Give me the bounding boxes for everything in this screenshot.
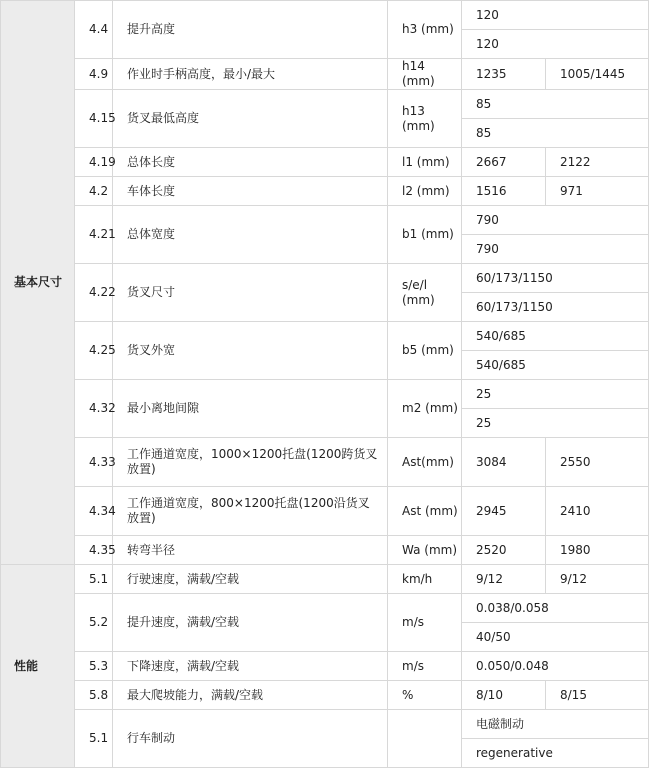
- item-unit: s/e/l (mm): [388, 264, 462, 322]
- item-number: 4.25: [75, 322, 113, 380]
- item-unit: m/s: [388, 594, 462, 652]
- spec-row: [1, 90, 649, 119]
- item-name: 工作通道宽度，800×1200托盘(1200沿货叉放置): [113, 487, 388, 536]
- item-unit: l1 (mm): [388, 148, 462, 177]
- value-cell: 25: [462, 409, 649, 438]
- value-cell: 790: [462, 235, 649, 264]
- item-number: 4.9: [75, 59, 113, 90]
- item-number: 4.4: [75, 1, 113, 59]
- item-number: 4.35: [75, 536, 113, 565]
- item-name: 转弯半径: [113, 536, 388, 565]
- spec-row: [1, 565, 649, 594]
- spec-row: [1, 206, 649, 235]
- item-name: 货叉尺寸: [113, 264, 388, 322]
- item-name: 货叉外宽: [113, 322, 388, 380]
- value-cell: 85: [462, 119, 649, 148]
- item-unit: l2 (mm): [388, 177, 462, 206]
- item-name: 货叉最低高度: [113, 90, 388, 148]
- value-cell: 9/12: [546, 565, 649, 594]
- value-cell: 电磁制动: [462, 710, 649, 739]
- value-cell: 120: [462, 1, 649, 30]
- item-number: 4.22: [75, 264, 113, 322]
- value-cell: 971: [546, 177, 649, 206]
- value-cell: 1516: [462, 177, 546, 206]
- value-cell: 2550: [546, 438, 649, 487]
- spec-row: [1, 487, 649, 536]
- spec-row: [1, 322, 649, 351]
- item-name: 作业时手柄高度，最小/最大: [113, 59, 388, 90]
- value-cell: 60/173/1150: [462, 293, 649, 322]
- value-cell: 540/685: [462, 322, 649, 351]
- item-unit: b5 (mm): [388, 322, 462, 380]
- item-unit: Ast(mm): [388, 438, 462, 487]
- item-unit: %: [388, 681, 462, 710]
- value-cell: 540/685: [462, 351, 649, 380]
- item-name: 行车制动: [113, 710, 388, 768]
- item-unit: Ast (mm): [388, 487, 462, 536]
- value-cell: 8/15: [546, 681, 649, 710]
- item-name: 总体宽度: [113, 206, 388, 264]
- item-number: 4.15: [75, 90, 113, 148]
- value-cell: 60/173/1150: [462, 264, 649, 293]
- value-cell: 2667: [462, 148, 546, 177]
- value-cell: 3084: [462, 438, 546, 487]
- value-cell: 2945: [462, 487, 546, 536]
- spec-row: [1, 594, 649, 623]
- item-number: 5.2: [75, 594, 113, 652]
- value-cell: 120: [462, 30, 649, 59]
- item-name: 下降速度，满载/空载: [113, 652, 388, 681]
- item-number: 5.1: [75, 565, 113, 594]
- item-unit: m2 (mm): [388, 380, 462, 438]
- item-unit: h14 (mm): [388, 59, 462, 90]
- value-cell: regenerative: [462, 739, 649, 768]
- spec-table-body: [1, 1, 649, 768]
- item-number: 4.33: [75, 438, 113, 487]
- item-number: 5.3: [75, 652, 113, 681]
- item-unit: h3 (mm): [388, 1, 462, 59]
- item-number: 5.8: [75, 681, 113, 710]
- item-number: 4.32: [75, 380, 113, 438]
- item-name: 工作通道宽度，1000×1200托盘(1200跨货叉放置): [113, 438, 388, 487]
- spec-row: [1, 264, 649, 293]
- value-cell: 25: [462, 380, 649, 409]
- spec-row: [1, 59, 649, 90]
- value-cell: 1980: [546, 536, 649, 565]
- item-name: 车体长度: [113, 177, 388, 206]
- value-cell: 2520: [462, 536, 546, 565]
- item-number: 4.34: [75, 487, 113, 536]
- item-number: 5.1: [75, 710, 113, 768]
- item-unit: m/s: [388, 652, 462, 681]
- value-cell: 0.038/0.058: [462, 594, 649, 623]
- spec-row: [1, 681, 649, 710]
- category-cell: 性能: [1, 565, 75, 768]
- spec-row: [1, 1, 649, 30]
- item-name: 总体长度: [113, 148, 388, 177]
- item-unit: Wa (mm): [388, 536, 462, 565]
- item-name: 最小离地间隙: [113, 380, 388, 438]
- value-cell: 2410: [546, 487, 649, 536]
- item-name: 行驶速度，满载/空载: [113, 565, 388, 594]
- spec-row: [1, 710, 649, 739]
- value-cell: 1235: [462, 59, 546, 90]
- spec-row: [1, 438, 649, 487]
- spec-row: [1, 177, 649, 206]
- value-cell: 8/10: [462, 681, 546, 710]
- value-cell: 1005/1445: [546, 59, 649, 90]
- spec-row: [1, 148, 649, 177]
- value-cell: 790: [462, 206, 649, 235]
- item-number: 4.2: [75, 177, 113, 206]
- item-unit: b1 (mm): [388, 206, 462, 264]
- item-name: 提升速度，满载/空载: [113, 594, 388, 652]
- value-cell: 40/50: [462, 623, 649, 652]
- item-unit: km/h: [388, 565, 462, 594]
- item-number: 4.19: [75, 148, 113, 177]
- item-unit: [388, 710, 462, 768]
- item-unit: h13 (mm): [388, 90, 462, 148]
- item-name: 最大爬坡能力，满载/空载: [113, 681, 388, 710]
- category-cell: 基本尺寸: [1, 1, 75, 565]
- value-cell: 9/12: [462, 565, 546, 594]
- spec-row: [1, 536, 649, 565]
- spec-row: [1, 380, 649, 409]
- item-name: 提升高度: [113, 1, 388, 59]
- spec-row: [1, 652, 649, 681]
- item-number: 4.21: [75, 206, 113, 264]
- value-cell: 85: [462, 90, 649, 119]
- value-cell: 2122: [546, 148, 649, 177]
- value-cell: 0.050/0.048: [462, 652, 649, 681]
